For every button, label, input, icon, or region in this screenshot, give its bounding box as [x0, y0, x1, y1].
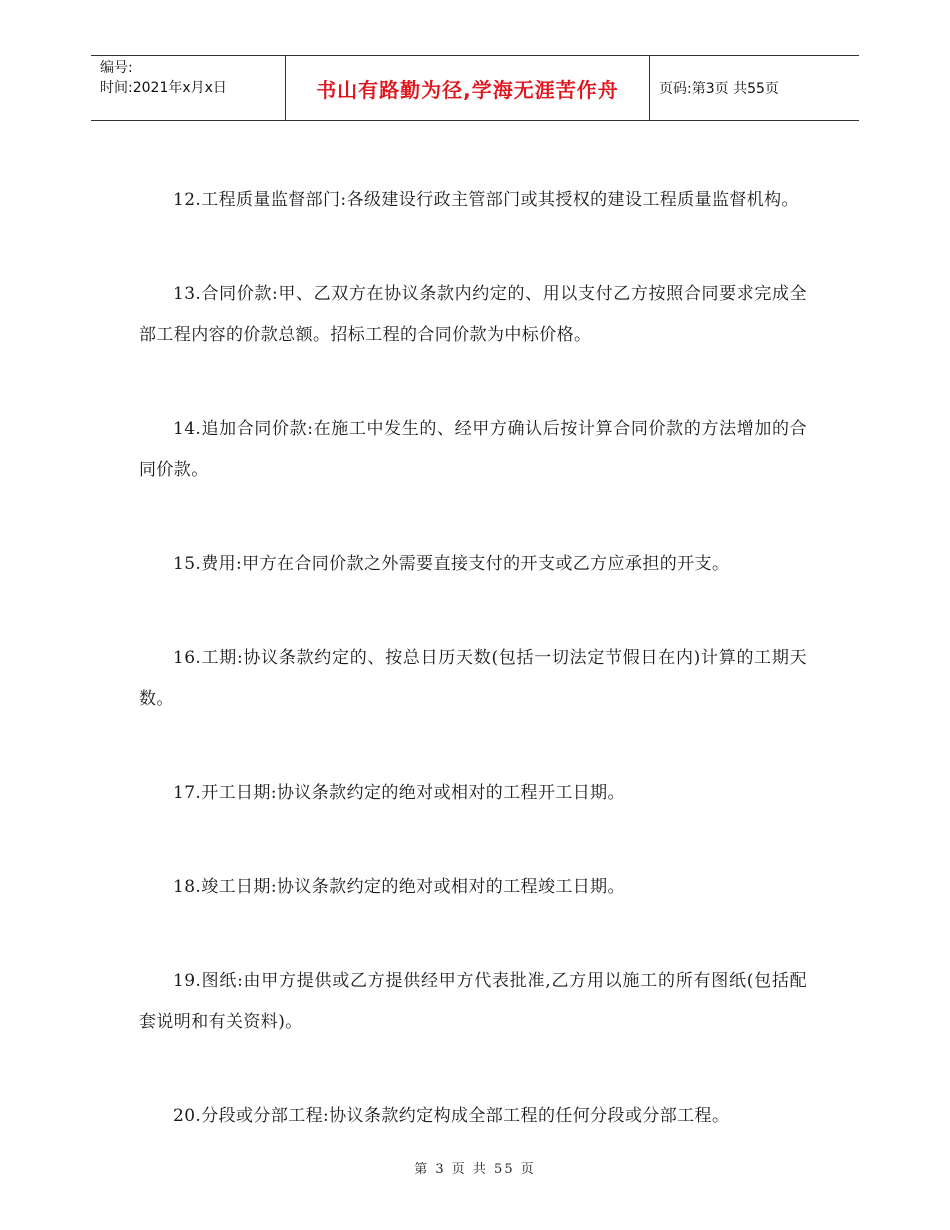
- paragraph-14: 14.追加合同价款:在施工中发生的、经甲方确认后按计算合同价款的方法增加的合同价款。: [139, 419, 807, 480]
- header-meta: [91, 56, 286, 120]
- paragraph-20: 20.分段或分部工程:协议条款约定构成全部工程的任何分段或分部工程。: [173, 1106, 730, 1126]
- header-page-info: 页码:第3页 共55页: [659, 81, 779, 97]
- header-motto: 书山有路勤为径,学海无涯苦作舟: [286, 56, 650, 120]
- paragraph-18: 18.竣工日期:协议条款约定的绝对或相对的工程竣工日期。: [173, 877, 625, 897]
- paragraph-13: 13.合同价款:甲、乙双方在协议条款内约定的、用以支付乙方按照合同要求完成全部工程内容的价款总额。招标工程的合同价款为中标价格。: [139, 284, 807, 345]
- page-footer: 第 3 页 共 55 页: [414, 1162, 536, 1177]
- paragraph-19: 19.图纸:由甲方提供或乙方提供经甲方代表批准,乙方用以施工的所有图纸(包括配套说明和有关资料)。: [139, 971, 807, 1032]
- document-body: [139, 180, 807, 1190]
- code-label: 编号:: [100, 60, 133, 76]
- paragraph-17: 17.开工日期:协议条款约定的绝对或相对的工程开工日期。: [173, 783, 625, 803]
- time-label: 时间:2021年x月x日: [100, 80, 227, 96]
- page-header: [91, 55, 859, 121]
- paragraph-12: 12.工程质量监督部门:各级建设行政主管部门或其授权的建设工程质量监督机构。: [173, 190, 799, 210]
- paragraph-15: 15.费用:甲方在合同价款之外需要直接支付的开支或乙方应承担的开支。: [173, 554, 730, 574]
- paragraph-16: 16.工期:协议条款约定的、按总日历天数(包括一切法定节假日在内)计算的工期天数。: [139, 648, 807, 709]
